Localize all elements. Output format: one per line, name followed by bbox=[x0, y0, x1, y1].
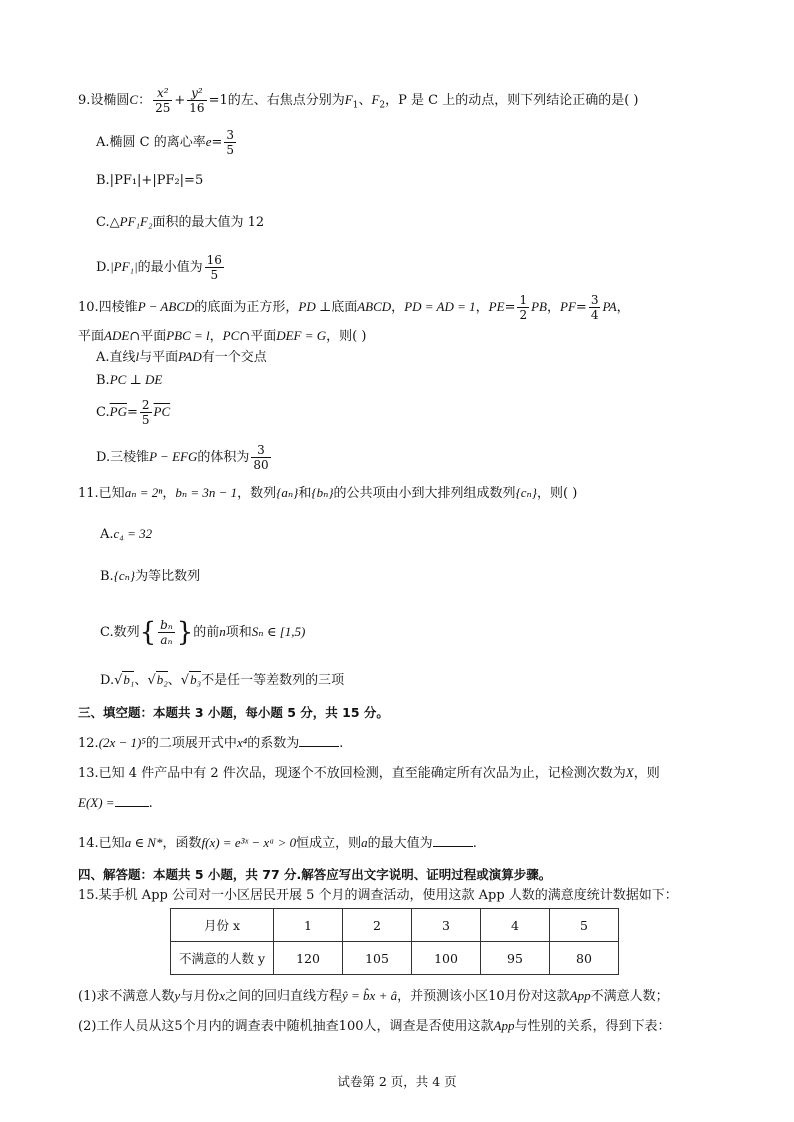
table-header-month: 月份 x bbox=[171, 909, 274, 942]
table-cell: 80 bbox=[550, 942, 619, 975]
section-3-title: 三、填空题：本题共 3 小题，每小题 5 分，共 15 分。 bbox=[78, 705, 389, 720]
q10-stem-line2: 平面ADE∩平面PBC = l，PC∩平面DEF = G，则( ) bbox=[78, 328, 367, 344]
table-header-unsatisfied: 不满意的人数 y bbox=[171, 942, 274, 975]
q11-option-d: D.√b₁、√b₂、√b₃不是任一等差数列的三项 bbox=[100, 672, 345, 688]
q9-option-c: C.△PF₁F₂面积的最大值为 12 bbox=[96, 214, 265, 230]
table-cell: 100 bbox=[412, 942, 481, 975]
q11-option-c: C.数列{ $\frac{\text{bₙ}}{\text{aₙ}}$ }的前n项和Sₙ ∈ [1,5) bbox=[100, 617, 306, 648]
q10-stem-line1: 10.四棱锥P − ABCD的底面为正方形，PD ⊥底面ABCD，PD = AD = 1，PE= $\frac{1}{2}$ PB，PF= $\frac{3}{4}$ PA， bbox=[78, 293, 630, 322]
q9-option-b: B.|PF₁|+|PF₂|=5 bbox=[96, 173, 204, 188]
q9-stem: 9.设椭圆C： $\frac{\text{x²}}{25}$ + $\frac{\text{y²}}{16}$ =1的左、右焦点分别为$F_1$、$F_2$，P 是 C 上的动点，则下列结论正确的是( ) bbox=[78, 86, 639, 115]
q9-frac-y: $\frac{\text{y²}}{16}$ bbox=[189, 86, 205, 115]
q10-option-b: B.PC ⊥ DE bbox=[96, 372, 163, 388]
table-cell: 3 bbox=[412, 909, 481, 942]
q10-option-c: $C.\overline{PG}=$ $\frac{2}{5}$ $\overline{PC}$ bbox=[96, 398, 171, 427]
table-row bbox=[171, 909, 619, 942]
q14-answer-blank[interactable] bbox=[433, 834, 473, 847]
q14-stem: 14.已知a ∈ N*，函数f(x) = e³ˣ − xᵃ > 0恒成立，则a的最大值为 . bbox=[78, 835, 477, 851]
q11-option-a: A.c₄ = 32 bbox=[100, 526, 153, 542]
q10-option-a: A.直线l与平面PAD有一个交点 bbox=[96, 349, 267, 365]
q11-stem: 11.已知aₙ = 2ⁿ，bₙ = 3n − 1，数列{aₙ}和{bₙ}的公共项由小到大排列组成数列{cₙ}，则( ) bbox=[78, 485, 578, 501]
q13-answer-blank[interactable] bbox=[115, 794, 149, 807]
q11-option-b: B.{cₙ}为等比数列 bbox=[100, 568, 201, 584]
table-cell: 120 bbox=[274, 942, 343, 975]
q10-option-d: D.三棱锥P − EFG的体积为 $\frac{3}{80}$ bbox=[96, 443, 269, 472]
q12-stem: 12.(2x − 1)⁵的二项展开式中x⁴的系数为 . bbox=[78, 735, 344, 751]
q9-option-d: D.|PF₁|的最小值为 $\frac{16}{5}$ bbox=[96, 253, 222, 282]
table-cell: 1 bbox=[274, 909, 343, 942]
q15-stem: 15.某手机 App 公司对一小区居民开展 5 个月的调查活动，使用这款 App 人数的满意度统计数据如下： bbox=[78, 888, 678, 903]
q12-answer-blank[interactable] bbox=[299, 734, 339, 747]
q13-stem-line2: E(X) = . bbox=[78, 795, 153, 811]
page-footer: 试卷第 2 页，共 4 页 bbox=[337, 1074, 457, 1089]
q15-table bbox=[170, 908, 619, 975]
q15-part1: (1)求不满意人数y与月份x之间的回归直线方程ŷ = b̂x + â，并预测该小区10月份对这款App不满意人数； bbox=[78, 988, 669, 1004]
table-row bbox=[171, 942, 619, 975]
table-cell: 95 bbox=[481, 942, 550, 975]
table-cell: 105 bbox=[343, 942, 412, 975]
q15-part2: (2)工作人员从这5个月内的调查表中随机抽查100人，调查是否使用这款App与性别的关系，得到下表： bbox=[78, 1018, 671, 1034]
q13-stem-line1: 13.已知 4 件产品中有 2 件次品，现逐个不放回检测，直至能确定所有次品为止，记检测次数为X，则 bbox=[78, 765, 660, 781]
q9-option-a: A.椭圆 C 的离心率e= $\frac{3}{5}$ bbox=[96, 128, 235, 157]
section-4-title: 四、解答题：本题共 5 小题，共 77 分.解答应写出文字说明、证明过程或演算步骤。 bbox=[78, 867, 552, 882]
q9-frac-x: $\frac{\text{x²}}{25}$ bbox=[155, 86, 171, 115]
table-cell: 5 bbox=[550, 909, 619, 942]
table-cell: 4 bbox=[481, 909, 550, 942]
table-cell: 2 bbox=[343, 909, 412, 942]
